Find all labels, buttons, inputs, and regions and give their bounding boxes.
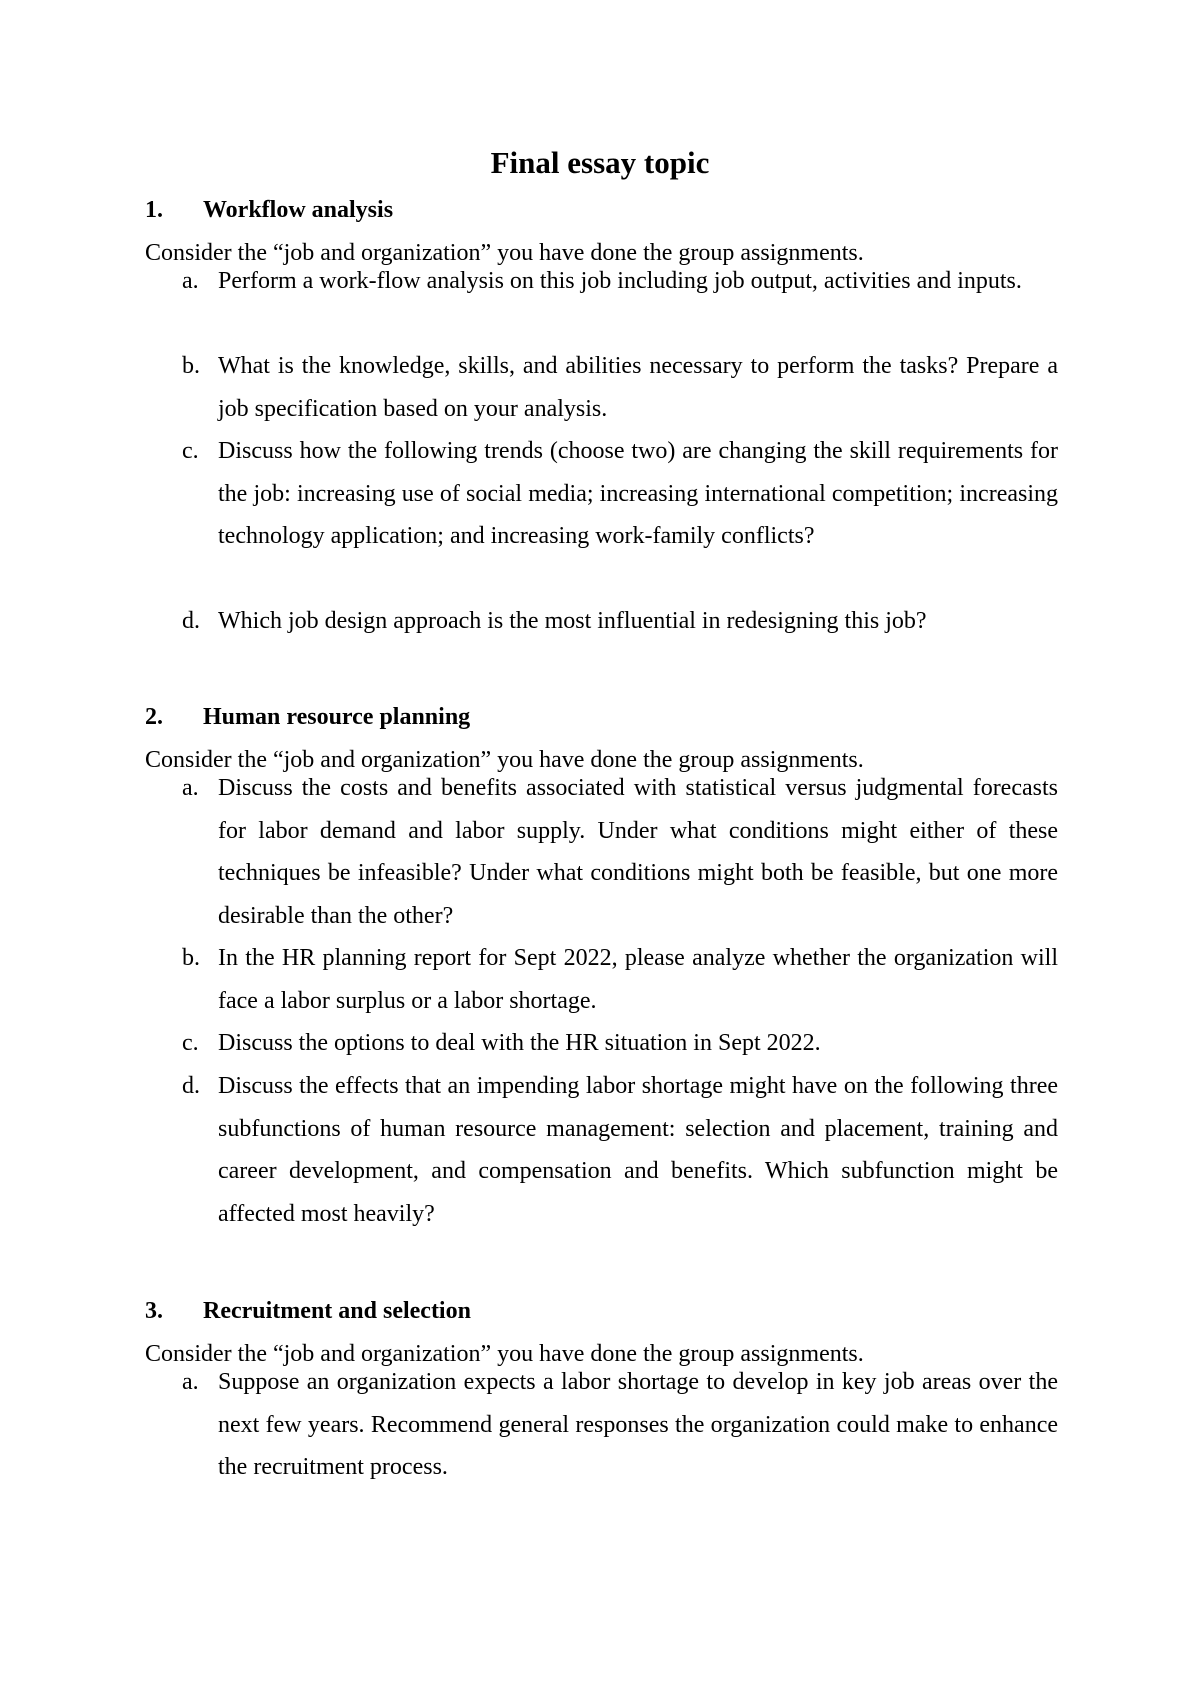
item-marker: a. [182, 1369, 199, 1395]
item-text: Suppose an organization expects a labor shortage to develop in key job areas over the next few years. Recommend general responses the organization could make to enhance the recruitment process. [218, 1369, 1058, 1480]
section-2-item-a [182, 767, 1058, 937]
item-text: Discuss the effects that an impending labor shortage might have on the following three subfunctions of human resource management: selection and placement, training and career development, and compensation and benefits. Which subfunction might be affected most heavily? [218, 1073, 1058, 1227]
section-1-heading [145, 195, 393, 225]
section-1-intro: Consider the “job and organization” you have done the group assignments. [145, 240, 864, 266]
section-3-intro: Consider the “job and organization” you have done the group assignments. [145, 1341, 864, 1367]
section-2-item-c [182, 1022, 1058, 1065]
item-marker: d. [182, 1073, 200, 1099]
section-1-item-d [182, 600, 1058, 643]
item-marker: d. [182, 608, 200, 634]
section-title: Human resource planning [203, 704, 471, 730]
section-2-item-b [182, 937, 1058, 1022]
section-3-item-a [182, 1361, 1058, 1489]
item-text: In the HR planning report for Sept 2022, please analyze whether the organization will face a labor surplus or a labor shortage. [218, 945, 1058, 1014]
section-title: Workflow analysis [203, 197, 394, 223]
section-number: 1. [145, 197, 163, 223]
item-text: Discuss the costs and benefits associated with statistical versus judgmental forecasts for labor demand and labor supply. Under what conditions might either of these techniques be infeasible? Under what conditions might both be feasible, but one more desirable than the other? [218, 775, 1058, 929]
section-1-item-a [182, 260, 1058, 303]
section-number: 2. [145, 704, 163, 730]
item-marker: b. [182, 945, 200, 971]
section-2-item-d [182, 1065, 1058, 1235]
section-2-heading [145, 702, 470, 732]
item-marker: b. [182, 353, 200, 379]
item-text: Discuss how the following trends (choose two) are changing the skill requirements for the job: increasing use of social media; increasing international competition; increasing technology application; and increasing work-family conflicts? [218, 438, 1058, 549]
item-marker: a. [182, 775, 199, 801]
section-3-heading [145, 1296, 471, 1326]
document-title: Final essay topic [490, 145, 710, 180]
section-2-intro: Consider the “job and organization” you have done the group assignments. [145, 747, 864, 773]
section-1-item-b [182, 345, 1058, 430]
item-text: What is the knowledge, skills, and abilities necessary to perform the tasks? Prepare a job specification based on your analysis. [218, 353, 1058, 422]
item-text: Which job design approach is the most influential in redesigning this job? [218, 608, 927, 634]
section-title: Recruitment and selection [203, 1298, 471, 1324]
item-marker: a. [182, 268, 199, 294]
item-marker: c. [182, 438, 199, 464]
item-text: Perform a work-flow analysis on this job including job output, activities and inputs. [218, 268, 1022, 294]
section-number: 3. [145, 1298, 163, 1324]
item-marker: c. [182, 1030, 199, 1056]
section-1-item-c [182, 430, 1058, 558]
item-text: Discuss the options to deal with the HR situation in Sept 2022. [218, 1030, 821, 1056]
